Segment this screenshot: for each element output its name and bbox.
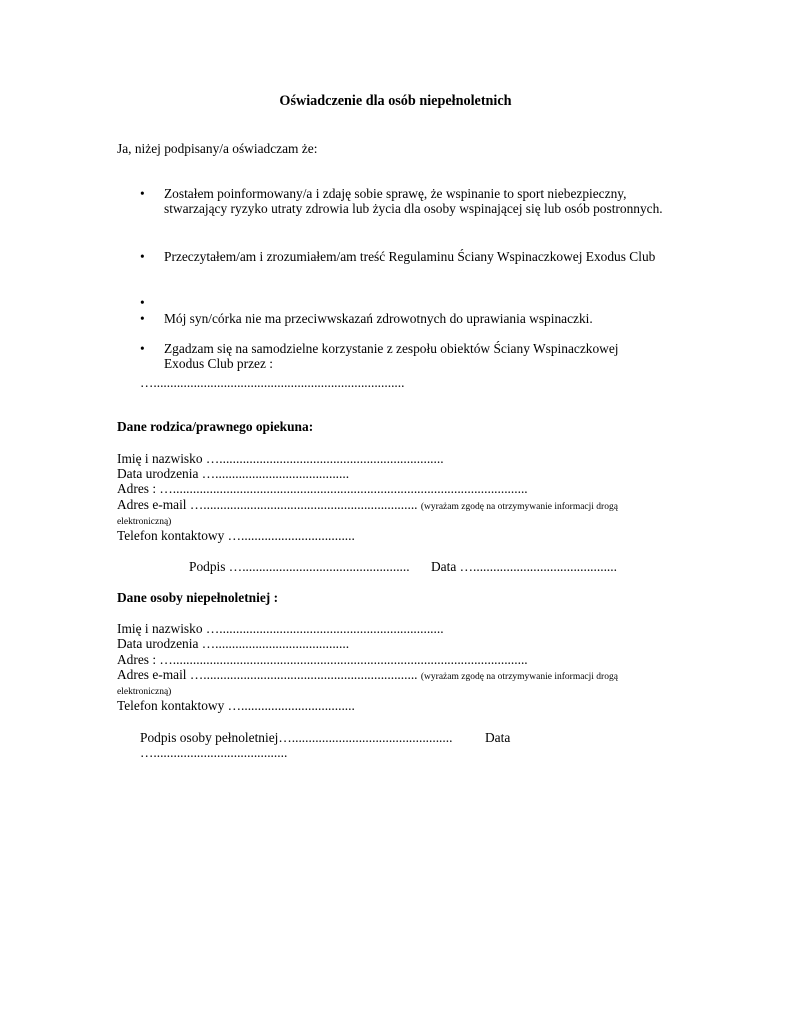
consent-dots: …........................................................................... (140, 375, 405, 390)
minor-name-field: Imię i nazwisko …................................................................... (117, 621, 444, 636)
parent-heading: Dane rodzica/prawnego opiekuna: (117, 419, 314, 434)
bullet-marker: • (140, 311, 145, 326)
parent-signature-field: Podpis ….................................................. (189, 559, 410, 574)
minor-birth-field: Data urodzenia …........................................ (117, 636, 350, 651)
bullet-item-regulations: Przeczytałem/am i zrozumiałem/am treść Regulaminu Ściany Wspinaczkowej Exodus Club (164, 249, 656, 264)
parent-birth-field: Data urodzenia …........................................ (117, 466, 350, 481)
minor-address-field: Adres : ….......................................................................................................... (117, 652, 528, 667)
minor-email-note: (wyrażam zgodę na otrzymywanie informacji drogą (420, 672, 618, 682)
parent-email-label: Adres e-mail …................................................................ (117, 497, 418, 512)
minor-signature-field: Podpis osoby pełnoletniej…................................................ (140, 730, 453, 745)
bullet-marker: • (140, 295, 145, 310)
bullet-marker: • (140, 249, 145, 264)
parent-email-field (117, 497, 618, 515)
intro-text: Ja, niżej podpisany/a oświadczam że: (117, 141, 318, 156)
page-title: Oświadczenie dla osób niepełnoletnich (279, 93, 512, 109)
bullet-item-health: Mój syn/córka nie ma przeciwwskazań zdrowotnych do uprawiania wspinaczki. (164, 311, 593, 326)
minor-phone-field: Telefon kontaktowy ….................................. (117, 698, 355, 713)
minor-email-field (117, 667, 618, 685)
minor-date-label: Data (485, 730, 511, 745)
minor-email-label: Adres e-mail …................................................................ (117, 667, 418, 682)
parent-email-note-cont: elektroniczną) (117, 517, 172, 527)
bullet-marker: • (140, 341, 145, 356)
parent-name-field: Imię i nazwisko …................................................................... (117, 451, 444, 466)
parent-phone-field: Telefon kontaktowy ….................................. (117, 528, 355, 543)
minor-heading: Dane osoby niepełnoletniej : (117, 590, 279, 605)
minor-date-dots: …........................................ (140, 745, 288, 760)
bullet-item-consent: Zgadzam się na samodzielne korzystanie z zespołu obiektów Ściany Wspinaczkowej Exodus Club przez : (164, 341, 619, 371)
parent-address-field: Adres : ….......................................................................................................... (117, 481, 528, 496)
bullet-item-risk: Zostałem poinformowany/a i zdaję sobie sprawę, że wspinanie to sport niebezpieczny, stwarzający ryzyko utraty zdrowia lub życia dla osoby wspinającej się lub osób postronnych. (164, 186, 663, 216)
minor-email-note-cont: elektroniczną) (117, 687, 172, 697)
parent-email-note: (wyrażam zgodę na otrzymywanie informacji drogą (420, 502, 618, 512)
parent-date-field: Data …........................................... (431, 559, 617, 574)
bullet-marker: • (140, 186, 145, 201)
